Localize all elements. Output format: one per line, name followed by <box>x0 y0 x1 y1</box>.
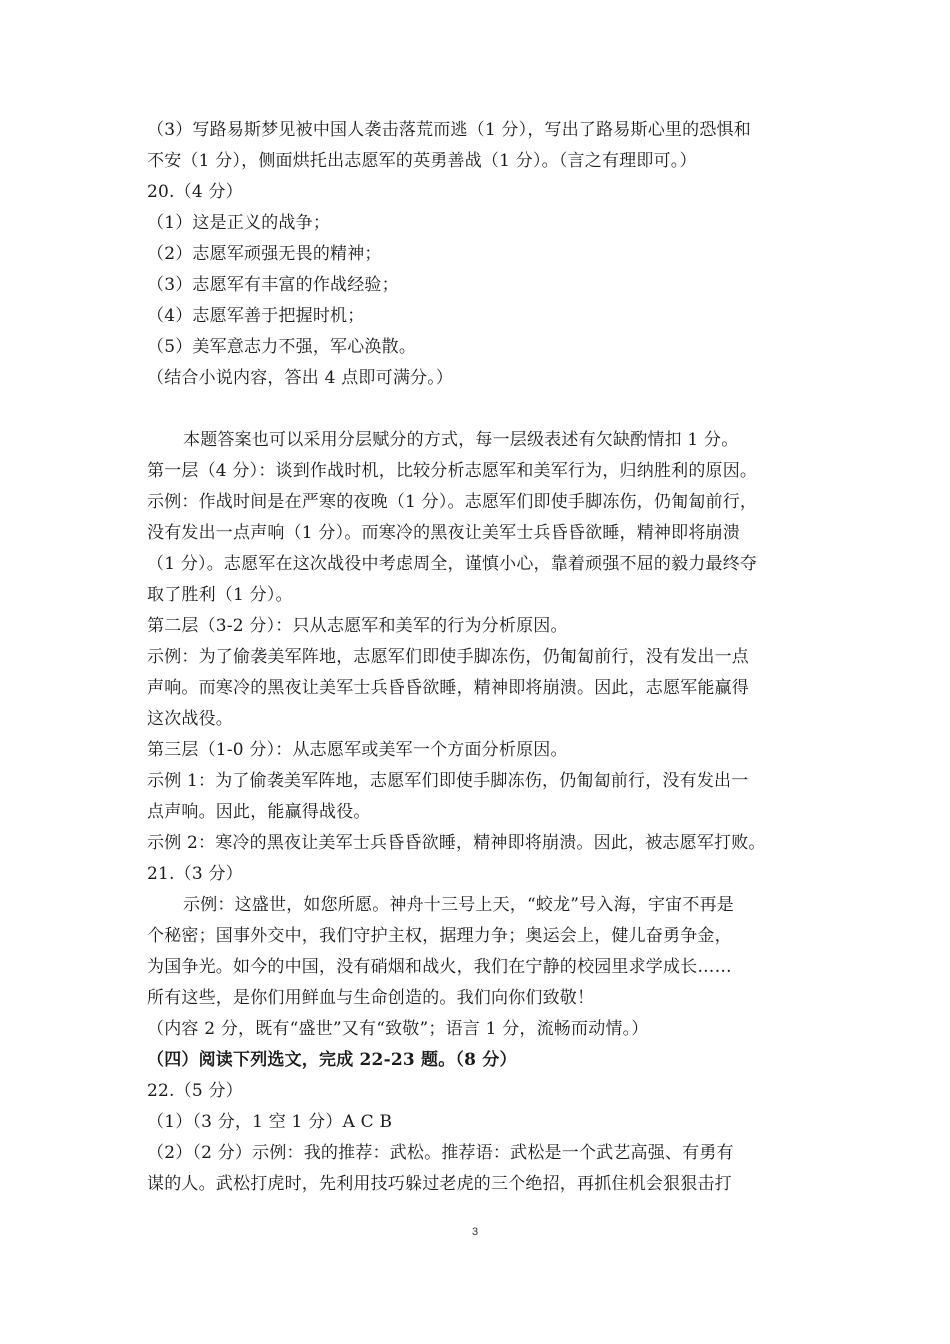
text-line: 所有这些，是你们用鲜血与生命创造的。我们向你们致敬！ <box>147 988 595 1008</box>
level-heading: 第三层（1-0 分）：从志愿军或美军一个方面分析原因。 <box>147 740 568 760</box>
text-line: 示例：这盛世，如您所愿。神舟十三号上天，“蛟龙”号入海，宇宙不再是 <box>183 895 734 915</box>
text-line: 示例：作战时间是在严寒的夜晚（1 分）。志愿军们即使手脚冻伤，仍匍匐前行， <box>147 492 758 512</box>
text-line: （3）写路易斯梦见被中国人袭击落荒而逃（1 分），写出了路易斯心里的恐惧和 <box>147 120 751 140</box>
level-heading: 第二层（3-2 分）：只从志愿军和美军的行为分析原因。 <box>147 616 568 636</box>
text-line: 不安（1 分），侧面烘托出志愿军的英勇善战（1 分）。（言之有理即可。） <box>147 151 697 171</box>
answer-key-body <box>147 115 812 1200</box>
level-heading: 第一层（4 分）：谈到作战时机，比较分析志愿军和美军行为，归纳胜利的原因。 <box>147 461 758 481</box>
answer-point: （1）这是正义的战争； <box>147 213 331 233</box>
blank-line <box>147 394 812 425</box>
text-line: 点声响。因此，能赢得战役。 <box>147 802 371 822</box>
answer-point: （4）志愿军善于把握时机； <box>147 306 365 326</box>
text-line: 谋的人。武松打虎时，先利用技巧躲过老虎的三个绝招，再抓住机会狠狠击打 <box>147 1174 732 1194</box>
text-line: 没有发出一点声响（1 分）。而寒冷的黑夜让美军士兵昏昏欲睡，精神即将崩溃 <box>147 523 740 543</box>
text-line: （1 分）。志愿军在这次战役中考虑周全，谨慎小心，靠着顽强不屈的毅力最终夺 <box>147 554 758 574</box>
scoring-note: （内容 2 分，既有“盛世”又有“致敬”；语言 1 分，流畅而动情。） <box>147 1019 649 1039</box>
answer-point: （1）（3 分，1 空 1 分）A C B <box>147 1112 393 1132</box>
question-heading: 21.（3 分） <box>147 864 243 884</box>
text-line: 声响。而寒冷的黑夜让美军士兵昏昏欲睡，精神即将崩溃。因此，志愿军能赢得 <box>147 678 749 698</box>
text-line: 取了胜利（1 分）。 <box>147 585 293 605</box>
answer-point: （2）志愿军顽强无畏的精神； <box>147 244 382 264</box>
page-number: 3 <box>471 1226 479 1238</box>
scoring-note: （结合小说内容，答出 4 点即可满分。） <box>147 368 454 388</box>
question-heading: 20.（4 分） <box>147 182 243 202</box>
answer-point: （5）美军意志力不强，军心涣散。 <box>147 337 417 357</box>
answer-point: （3）志愿军有丰富的作战经验； <box>147 275 399 295</box>
section-heading: （四）阅读下列选文，完成 22-23 题。（8 分） <box>147 1050 517 1070</box>
question-heading: 22.（5 分） <box>147 1081 243 1101</box>
text-line: 示例 1：为了偷袭美军阵地，志愿军们即使手脚冻伤，仍匍匐前行，没有发出一 <box>147 771 749 791</box>
text-line: （2）（2 分）示例：我的推荐：武松。推荐语：武松是一个武艺高强、有勇有 <box>147 1143 734 1163</box>
text-line: 为国争光。如今的中国，没有硝烟和战火，我们在宁静的校园里求学成长…… <box>147 957 732 977</box>
text-line: 这次战役。 <box>147 709 233 729</box>
text-line: 示例：为了偷袭美军阵地，志愿军们即使手脚冻伤，仍匍匐前行，没有发出一点 <box>147 647 749 667</box>
text-line: 示例 2：寒冷的黑夜让美军士兵昏昏欲睡，精神即将崩溃。因此，被志愿军打败。 <box>147 833 766 853</box>
scoring-note: 本题答案也可以采用分层赋分的方式，每一层级表述有欠缺酌情扣 1 分。 <box>183 430 739 450</box>
text-line: 个秘密；国事外交中，我们守护主权，据理力争；奥运会上，健儿奋勇争金， <box>147 926 732 946</box>
